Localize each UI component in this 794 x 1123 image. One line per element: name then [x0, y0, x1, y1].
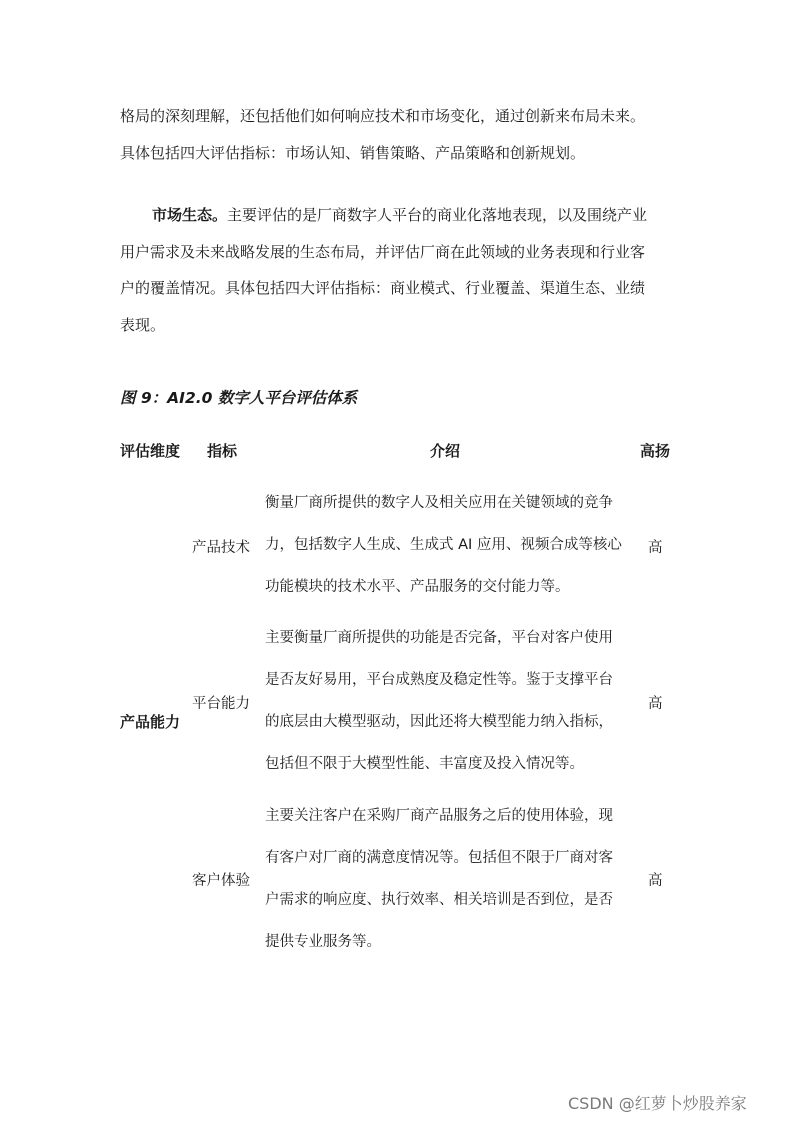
csdn-watermark: CSDN @红萝卜炒股养家	[568, 1094, 747, 1113]
table-weight-cell: 高	[648, 873, 663, 889]
table-weight-cell: 高	[648, 540, 663, 556]
intro-line: 有客户对厂商的满意度情况等。包括但不限于厂商对客	[265, 850, 613, 866]
table-intro-cell	[265, 482, 635, 608]
table-indicator-cell: 客户体验	[192, 873, 250, 889]
table-dimension-cell: 产品能力	[120, 713, 181, 731]
table-header-intro: 介绍	[430, 442, 461, 460]
table-header-dimension: 评估维度	[120, 442, 181, 460]
intro-line: 包括但不限于大模型性能、丰富度及投入情况等。	[265, 756, 584, 772]
paragraph-line: 用户需求及未来战略发展的生态布局，并评估厂商在此领域的业务表现和行业客	[120, 242, 646, 261]
paragraph-line: 表现。	[120, 316, 166, 335]
intro-line: 主要衡量厂商所提供的功能是否完备，平台对客户使用	[265, 630, 613, 646]
table-intro-cell	[265, 617, 635, 785]
intro-line: 功能模块的技术水平、产品服务的交付能力等。	[265, 579, 570, 595]
paragraph-line: 具体包括四大评估指标：市场认知、销售策略、产品策略和创新规划。	[120, 143, 586, 162]
intro-line: 力，包括数字人生成、生成式 AI 应用、视频合成等核心	[265, 537, 622, 553]
paragraph-line	[120, 197, 680, 234]
intro-line: 衡量厂商所提供的数字人及相关应用在关键领域的竞争	[265, 495, 613, 511]
intro-line: 提供专业服务等。	[265, 934, 381, 950]
intro-line: 主要关注客户在采购厂商产品服务之后的使用体验，现	[265, 808, 613, 824]
intro-line: 户需求的响应度、执行效率、相关培训是否到位，是否	[265, 892, 613, 908]
paragraph-market-ecology	[120, 197, 680, 344]
paragraph-line-text: 主要评估的是厂商数字人平台的商业化落地表现，以及围绕产业	[227, 206, 648, 224]
paragraph-market-cognition	[120, 98, 680, 171]
table-intro-cell	[265, 795, 635, 963]
table-header-weight: 高扬	[640, 442, 671, 460]
intro-line: 是否友好易用，平台成熟度及稳定性等。鉴于支撑平台	[265, 672, 613, 688]
table-weight-cell: 高	[648, 696, 663, 712]
figure-caption: 图 9：AI2.0 数字人平台评估体系	[120, 389, 358, 407]
table-indicator-cell: 产品技术	[192, 540, 250, 556]
paragraph-line: 户的覆盖情况。具体包括四大评估指标：商业模式、行业覆盖、渠道生态、业绩	[120, 279, 646, 298]
paragraph-lead-term: 市场生态。	[152, 206, 228, 224]
paragraph-line: 格局的深刻理解，还包括他们如何响应技术和市场变化，通过创新来布局未来。	[120, 107, 646, 125]
table-indicator-cell: 平台能力	[192, 696, 250, 712]
table-header-indicator: 指标	[207, 442, 238, 460]
intro-line: 的底层由大模型驱动，因此还将大模型能力纳入指标，	[265, 714, 613, 730]
